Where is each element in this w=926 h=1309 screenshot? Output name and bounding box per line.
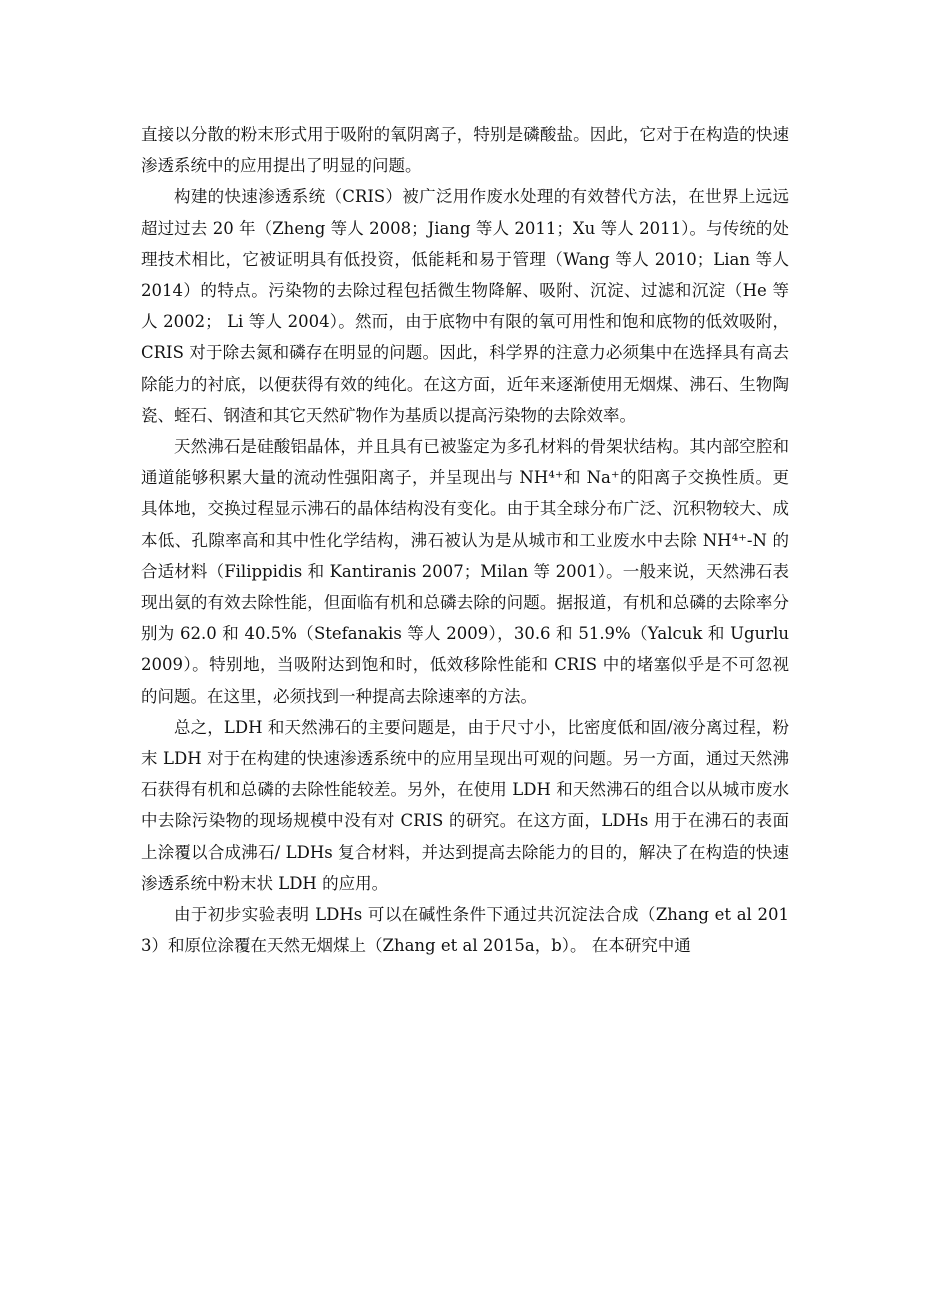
document-page — [141, 119, 789, 961]
paragraph-cris: 构建的快速渗透系统（CRIS）被广泛用作废水处理的有效替代方法，在世界上远远超过过去 20 年（Zheng 等人 2008；Jiang 等人 2011；Xu 等人 2011）。与传统的处理技术相比，它被证明具有低投资，低能耗和易于管理（Wang 等人 2010；Lian 等人 2014）的特点。污染物的去除过程包括微生物降解、吸附、沉淀、过滤和沉淀（He 等人 2002； Li 等人 2004）。然而，由于底物中有限的氧可用性和饱和底物的低效吸附，CRIS 对于除去氮和磷存在明显的问题。因此，科学界的注意力必须集中在选择具有高去除能力的衬底，以便获得有效的纯化。在这方面，近年来逐渐使用无烟煤、沸石、生物陶瓷、蛭石、钢渣和其它天然矿物作为基质以提高污染物的去除效率。 — [141, 187, 789, 425]
paragraph-summary: 总之，LDH 和天然沸石的主要问题是，由于尺寸小，比密度低和固/液分离过程，粉末 LDH 对于在构建的快速渗透系统中的应用呈现出可观的问题。另一方面，通过天然沸石获得有机和总磷的去除性能较差。另外，在使用 LDH 和天然沸石的组合以从城市废水中去除污染物的现场规模中没有对 CRIS 的研究。在这方面，LDHs 用于在沸石的表面上涂覆以合成沸石/ LDHs 复合材料，并达到提高去除能力的目的，解决了在构造的快速渗透系统中粉末状 LDH 的应用。 — [141, 717, 789, 893]
paragraph-preliminary-experiment: 由于初步实验表明 LDHs 可以在碱性条件下通过共沉淀法合成（Zhang et al 2013）和原位涂覆在天然无烟煤上（Zhang et al 2015a，b）。 在本研究中通 — [141, 905, 789, 956]
paragraph-continued: 直接以分散的粉末形式用于吸附的氧阴离子，特别是磷酸盐。因此，它对于在构造的快速渗透系统中的应用提出了明显的问题。 — [141, 125, 789, 176]
paragraph-natural-zeolite: 天然沸石是硅酸铝晶体，并且具有已被鉴定为多孔材料的骨架状结构。其内部空腔和通道能够积累大量的流动性强阳离子，并呈现出与 NH⁴⁺和 Na⁺的阳离子交换性质。更具体地，交换过程显示沸石的晶体结构没有变化。由于其全球分布广泛、沉积物较大、成本低、孔隙率高和其中性化学结构，沸石被认为是从城市和工业废水中去除 NH⁴⁺-N 的合适材料（Filippidis 和 Kantiranis 2007；Milan 等 2001）。一般来说，天然沸石表现出氨的有效去除性能，但面临有机和总磷去除的问题。据报道，有机和总磷的去除率分别为 62.0 和 40.5%（Stefanakis 等人 2009），30.6 和 51.9%（Yalcuk 和 Ugurlu 2009）。特别地，当吸附达到饱和时，低效移除性能和 CRIS 中的堵塞似乎是不可忽视的问题。在这里，必须找到一种提高去除速率的方法。 — [141, 437, 789, 706]
